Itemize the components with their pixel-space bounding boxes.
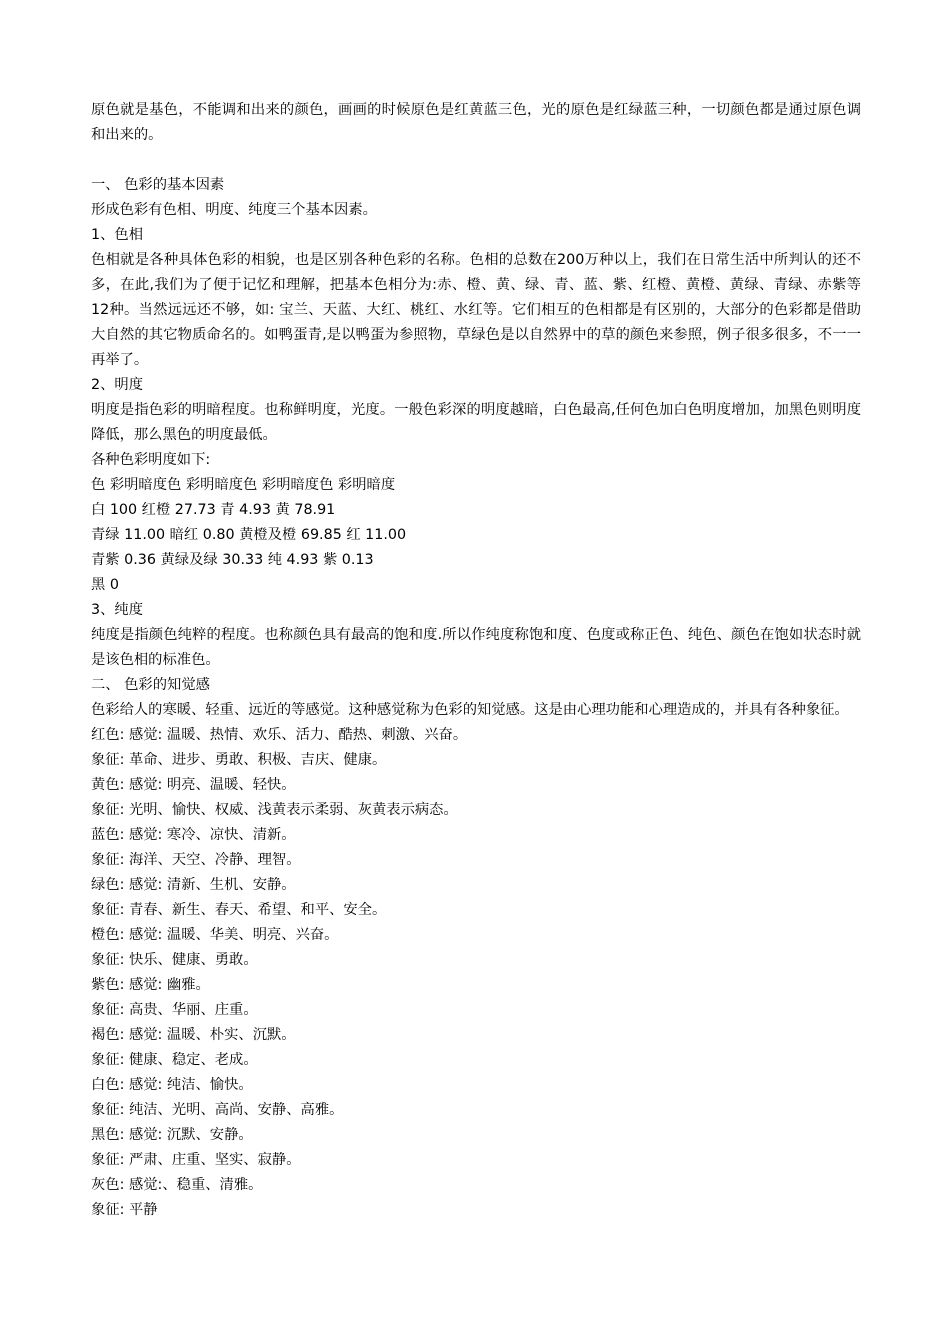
paragraph: 橙色: 感觉: 温暖、华美、明亮、兴奋。 — [91, 927, 339, 943]
paragraph: 象征: 高贵、华丽、庄重。 — [91, 1002, 258, 1018]
paragraph: 黄色: 感觉: 明亮、温暖、轻快。 — [91, 777, 296, 793]
paragraph: 黑 0 — [91, 577, 119, 593]
document-body — [91, 98, 861, 1223]
paragraph: 1、色相 — [91, 227, 143, 243]
paragraph: 3、纯度 — [91, 602, 143, 618]
paragraph: 灰色: 感觉:、稳重、清雅。 — [91, 1177, 263, 1193]
paragraph: 白色: 感觉: 纯洁、愉快。 — [91, 1077, 253, 1093]
paragraph: 象征: 平静 — [91, 1202, 158, 1218]
paragraph: 紫色: 感觉: 幽雅。 — [91, 977, 210, 993]
paragraph: 形成色彩有色相、明度、纯度三个基本因素。 — [91, 202, 377, 218]
paragraph: 象征: 海洋、天空、冷静、理智。 — [91, 852, 301, 868]
paragraph: 象征: 纯洁、光明、高尚、安静、高雅。 — [91, 1102, 344, 1118]
paragraph: 象征: 快乐、健康、勇敢。 — [91, 952, 258, 968]
paragraph: 2、明度 — [91, 377, 143, 393]
paragraph: 二、 色彩的知觉感 — [91, 677, 210, 693]
paragraph: 象征: 严肃、庄重、坚实、寂静。 — [91, 1152, 301, 1168]
paragraph: 各种色彩明度如下: — [91, 452, 211, 468]
paragraph: 红色: 感觉: 温暖、热情、欢乐、活力、酷热、刺激、兴奋。 — [91, 727, 468, 743]
paragraph: 色 彩明暗度色 彩明暗度色 彩明暗度色 彩明暗度 — [91, 477, 396, 493]
paragraph: 原色就是基色，不能调和出来的颜色，画画的时候原色是红黄蓝三色，光的原色是红绿蓝三种，一切颜色都是通过原色调和出来的。 — [91, 102, 861, 143]
paragraph: 蓝色: 感觉: 寒冷、凉快、清新。 — [91, 827, 296, 843]
paragraph: 黑色: 感觉: 沉默、安静。 — [91, 1127, 253, 1143]
paragraph: 褐色: 感觉: 温暖、朴实、沉默。 — [91, 1027, 296, 1043]
blank-line — [91, 148, 861, 173]
paragraph: 象征: 健康、稳定、老成。 — [91, 1052, 258, 1068]
paragraph: 绿色: 感觉: 清新、生机、安静。 — [91, 877, 296, 893]
paragraph: 象征: 青春、新生、春天、希望、和平、安全。 — [91, 902, 387, 918]
paragraph: 色相就是各种具体色彩的相貌，也是区别各种色彩的名称。色相的总数在200万种以上，我们在日常生活中所判认的还不多，在此,我们为了便于记忆和理解，把基本色相分为:赤、橙、黄、绿、青、蓝、紫、红橙、黄橙、黄绿、青绿、赤紫等12种。当然远远还不够，如: 宝兰、天蓝、大红、桃红、水红等。它们相互的色相都是有区别的，大部分的色彩都是借助大自然的其它物质命名的。如鸭蛋青,是以鸭蛋为参照物，草绿色是以自然界中的草的颜色来参照，例子很多很多，不一一再举了。 — [91, 252, 861, 368]
paragraph: 象征: 革命、进步、勇敢、积极、吉庆、健康。 — [91, 752, 387, 768]
paragraph: 一、 色彩的基本因素 — [91, 177, 225, 193]
paragraph: 纯度是指颜色纯粹的程度。也称颜色具有最高的饱和度.所以作纯度称饱和度、色度或称正色、纯色、颜色在饱如状态时就是该色相的标准色。 — [91, 627, 861, 668]
paragraph: 白 100 红橙 27.73 青 4.93 黄 78.91 — [91, 502, 336, 518]
paragraph: 青绿 11.00 暗红 0.80 黄橙及橙 69.85 红 11.00 — [91, 527, 407, 543]
paragraph: 青紫 0.36 黄绿及绿 30.33 纯 4.93 紫 0.13 — [91, 552, 374, 568]
paragraph: 象征: 光明、愉快、权威、浅黄表示柔弱、灰黄表示病态。 — [91, 802, 458, 818]
paragraph: 明度是指色彩的明暗程度。也称鲜明度，光度。一般色彩深的明度越暗，白色最高,任何色加白色明度增加，加黑色则明度降低，那么黑色的明度最低。 — [91, 402, 861, 443]
paragraph: 色彩给人的寒暖、轻重、远近的等感觉。这种感觉称为色彩的知觉感。这是由心理功能和心理造成的，并具有各种象征。 — [91, 702, 849, 718]
